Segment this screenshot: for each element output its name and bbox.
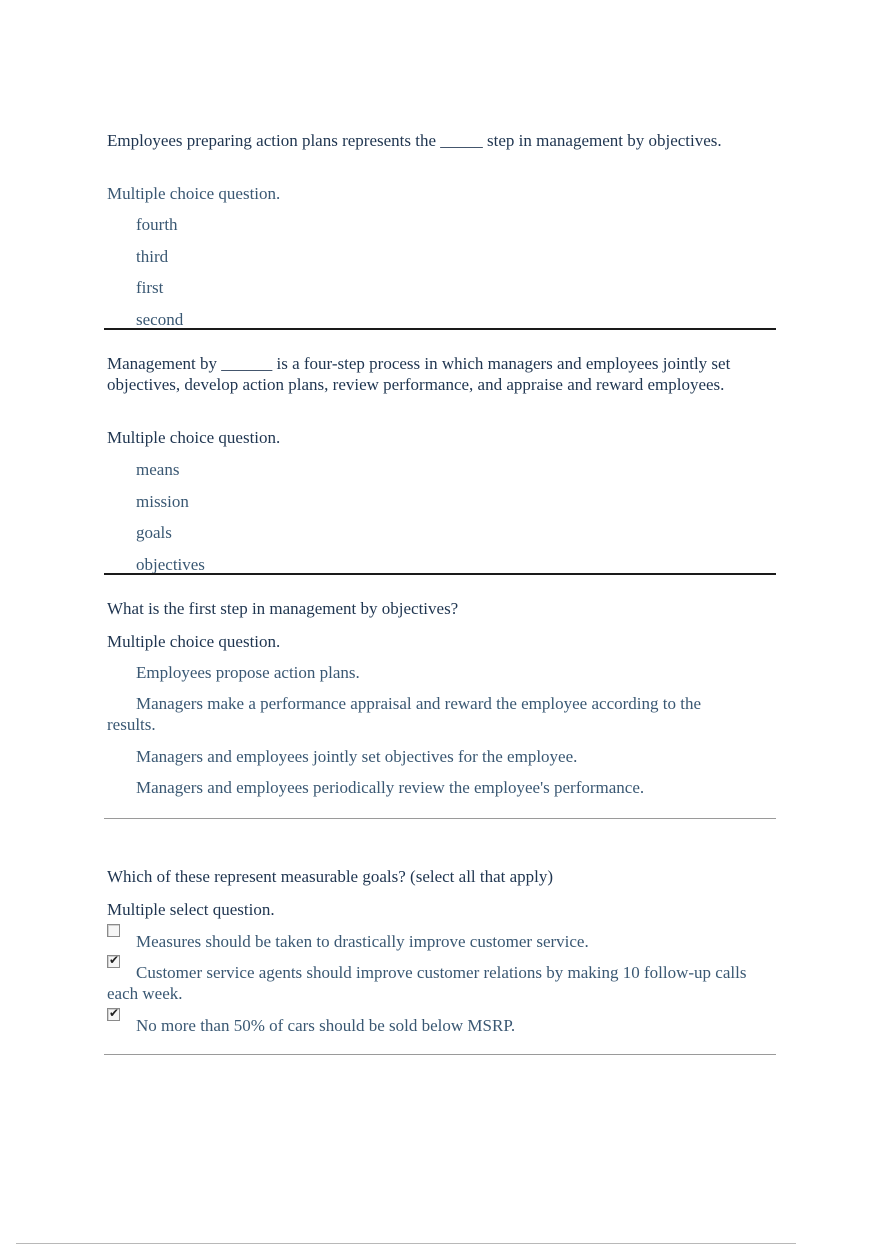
answer-option[interactable]: Managers and employees periodically review the employee's performance. bbox=[136, 778, 645, 797]
question-divider bbox=[104, 573, 776, 575]
question-1 bbox=[107, 130, 747, 151]
answer-option[interactable]: Managers make a performance appraisal and reward the employee according to the results. bbox=[107, 694, 701, 734]
question-3 bbox=[107, 598, 747, 619]
question-type-label: Multiple choice question. bbox=[107, 184, 281, 203]
answer-option[interactable]: mission bbox=[136, 492, 189, 511]
answer-option[interactable]: Managers and employees jointly set objectives for the employee. bbox=[136, 747, 578, 766]
answer-option[interactable]: means bbox=[136, 460, 180, 479]
answer-option[interactable]: fourth bbox=[136, 215, 178, 234]
question-4-type bbox=[107, 899, 747, 920]
question-2 bbox=[107, 353, 747, 395]
answer-option[interactable]: third bbox=[136, 247, 169, 266]
answer-option[interactable]: Customer service agents should improve customer relations by making 10 follow-up calls each week. bbox=[107, 963, 747, 1003]
answer-option[interactable]: first bbox=[136, 278, 164, 297]
checkmark-icon: ✔ bbox=[109, 1006, 120, 1020]
answer-option[interactable]: second bbox=[136, 310, 184, 329]
question-3-stem: What is the first step in management by objectives? bbox=[107, 599, 459, 618]
answer-option[interactable]: Measures should be taken to drastically improve customer service. bbox=[136, 932, 589, 951]
question-4 bbox=[107, 866, 747, 887]
question-divider bbox=[104, 1054, 776, 1055]
question-1-type bbox=[107, 183, 747, 204]
question-divider bbox=[104, 818, 776, 819]
question-type-label: Multiple choice question. bbox=[107, 428, 281, 447]
checkbox-unchecked[interactable] bbox=[107, 924, 120, 937]
question-type-label: Multiple choice question. bbox=[107, 632, 281, 651]
question-type-label: Multiple select question. bbox=[107, 900, 275, 919]
question-1-stem: Employees preparing action plans represents the _____ step in management by objectives. bbox=[107, 131, 722, 150]
question-2-stem: Management by ______ is a four-step process in which managers and employees jointly set objectives, develop action plans, review performance, and appraise and reward employees. bbox=[107, 354, 731, 394]
question-3-type bbox=[107, 631, 747, 652]
question-2-type bbox=[107, 427, 747, 448]
question-4-stem: Which of these represent measurable goals? (select all that apply) bbox=[107, 867, 554, 886]
answer-option[interactable]: Employees propose action plans. bbox=[136, 663, 360, 682]
answer-option[interactable]: No more than 50% of cars should be sold below MSRP. bbox=[136, 1016, 516, 1035]
checkbox-checked[interactable] bbox=[107, 1008, 120, 1021]
question-divider bbox=[104, 328, 776, 330]
answer-option[interactable]: goals bbox=[136, 523, 172, 542]
answer-option[interactable]: objectives bbox=[136, 555, 205, 574]
page-footer-rule bbox=[16, 1243, 796, 1244]
checkmark-icon: ✔ bbox=[109, 953, 120, 967]
